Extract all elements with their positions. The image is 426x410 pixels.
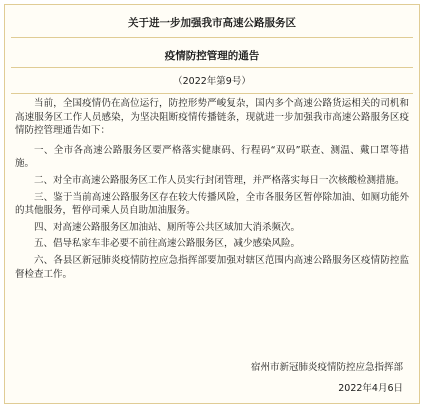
divider-top — [11, 37, 413, 38]
notice-item-1: 一、全市各高速公路服务区要严格落实健康码、行程码“双码”联查、测温、戴口罩等措施。 — [15, 144, 409, 170]
notice-item-2: 二、对全市高速公路服务区工作人员实行封闭管理，并严格落实每日一次核酸检测措施。 — [34, 174, 405, 186]
notice-frame — [4, 4, 420, 404]
signature-block — [251, 361, 403, 396]
divider-title — [11, 67, 413, 68]
divider-number — [11, 93, 413, 94]
notice-item-3: 三、鉴于当前高速公路服务区存在较大传播风险，全市各服务区暂停除加油、如厕功能外的其他服务，暂停司乘人员自助加油服务。 — [15, 191, 409, 217]
notice-item-4: 四、对高速公路服务区加油站、厕所等公共区域加大消杀频次。 — [34, 221, 301, 233]
notice-intro: 当前，全国疫情仍在高位运行，防控形势严峻复杂，国内多个高速公路货运相关的司机和高速服务区工作人员感染，为坚决阻断疫情传播链条，现就进一步加强我市高速公路服务区疫情防控管理通告如下： — [15, 98, 409, 137]
notice-title-line2: 疫情防控管理的通告 — [164, 50, 260, 62]
notice-body — [15, 97, 409, 281]
notice-title-line1: 关于进一步加强我市高速公路服务区 — [128, 17, 296, 29]
document-number: （2022年第9号） — [173, 76, 251, 87]
notice-item-5: 五、倡导私家车非必要不前往高速公路服务区，减少感染风险。 — [34, 238, 301, 250]
issuer-name: 宿州市新冠肺炎疫情防控应急指挥部 — [250, 362, 403, 373]
issue-date: 2022年4月6日 — [338, 383, 403, 394]
notice-item-6: 六、各县区新冠肺炎疫情防控应急指挥部要加强对辖区范围内高速公路服务区疫情防控监督检查工作。 — [15, 254, 409, 280]
